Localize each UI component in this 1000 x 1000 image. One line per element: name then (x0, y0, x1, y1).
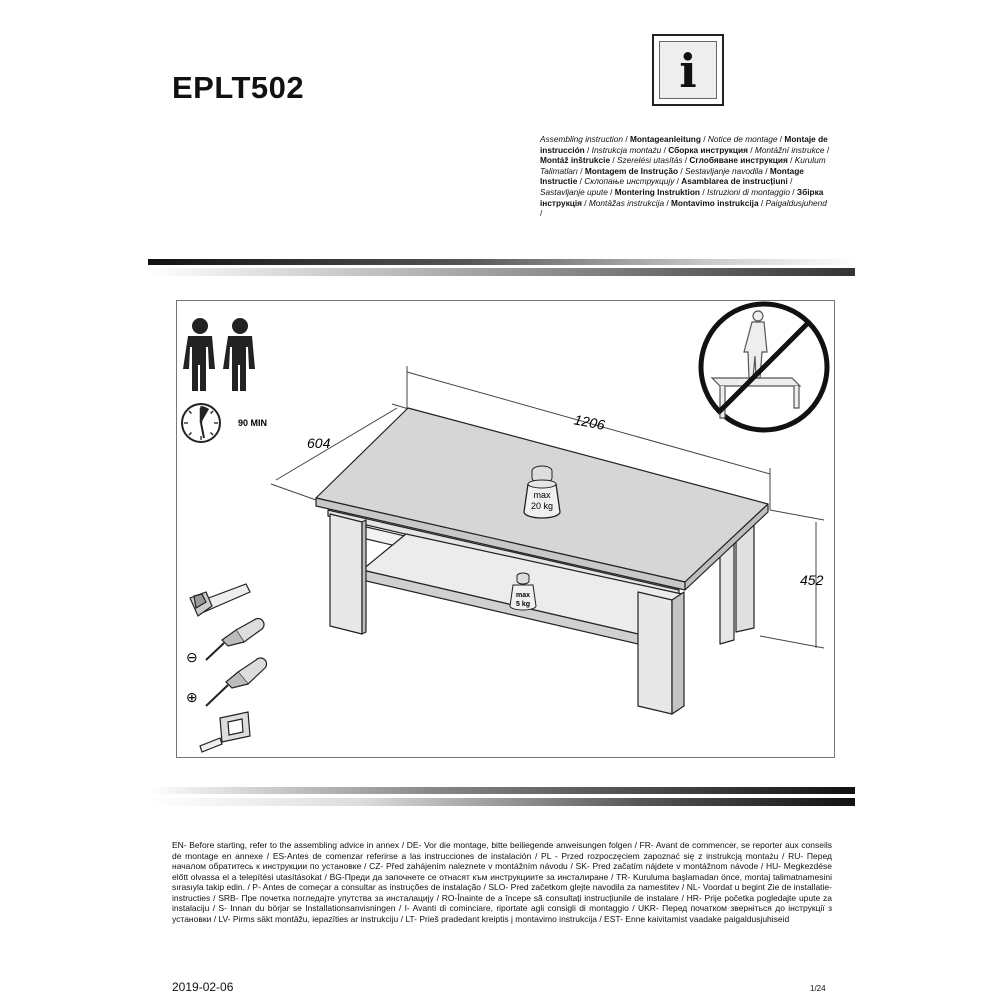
language-title: Сглобяване инструкция (689, 155, 788, 166)
no-standing-on-table-icon (701, 304, 827, 430)
language-separator: / (762, 165, 770, 176)
language-title: Instrukcja montażu (591, 144, 662, 155)
bottom-divider-band-2 (148, 798, 855, 806)
language-title: Notice de montage (707, 134, 778, 144)
language-separator: / (577, 176, 585, 187)
language-title: Sastavljanje upute (540, 186, 608, 197)
language-title: Montagem de Instrução (584, 165, 679, 176)
info-icon-inner (659, 41, 717, 99)
top-divider-band-2 (148, 268, 855, 276)
time-label: 90 MIN (238, 418, 268, 428)
page-number: 1/24 (810, 984, 826, 993)
language-title: Сборка инструкция (668, 144, 748, 155)
language-title: Montážní instrukce (754, 144, 825, 155)
language-title: Montáž inštrukcie (540, 155, 611, 166)
language-separator: / (777, 134, 785, 144)
language-separator: / (581, 197, 589, 208)
language-title: Szerelési utasítás (617, 155, 683, 166)
language-title: Assembling instruction (540, 134, 624, 144)
language-separator: / (674, 176, 682, 187)
two-persons-icon (183, 318, 255, 391)
dimension-depth-label: 604 (307, 435, 331, 451)
bottom-divider-band (148, 787, 855, 794)
language-separator: / (682, 155, 690, 166)
language-title: Istruzioni di montaggio (706, 186, 790, 197)
language-separator: / (540, 208, 543, 219)
dimension-width-label: 1206 (572, 411, 607, 433)
flat-screwdriver-icon (206, 618, 264, 660)
minus-sign: ⊖ (186, 649, 198, 665)
language-title: Paigaldusjuhend (765, 197, 827, 208)
document-date: 2019-02-06 (172, 980, 234, 994)
tape-measure-icon (200, 712, 250, 752)
language-separator: / (661, 144, 669, 155)
language-separator: / (787, 176, 793, 187)
language-separator: / (607, 186, 615, 197)
language-separator: / (700, 186, 707, 197)
language-separator: / (824, 144, 830, 155)
language-separator: / (747, 144, 755, 155)
weight-shelf-line1: max (515, 592, 531, 599)
plus-sign: ⊕ (186, 689, 198, 705)
language-title: Montavimo instrukcija (670, 197, 759, 208)
language-title: Montering Instruktion (614, 186, 701, 197)
weight-top-line1: max (533, 490, 551, 500)
language-separator: / (610, 155, 617, 166)
language-title: Montāžas instrukcija (588, 197, 665, 208)
table-illustration (176, 300, 835, 758)
language-separator: / (584, 144, 592, 155)
language-title: Збірка інструкція (540, 186, 824, 208)
language-title: Montage Instructie (540, 165, 804, 187)
language-title: Kurulum Talimatları (540, 155, 826, 176)
top-divider-band (148, 259, 855, 265)
language-title: Montageanleitung (629, 134, 701, 144)
language-separator: / (664, 197, 671, 208)
language-separator: / (787, 155, 795, 166)
model-title: EPLT502 (172, 70, 305, 105)
language-separator: / (577, 165, 585, 176)
info-glyph: i (679, 44, 697, 98)
language-separator: / (700, 134, 708, 144)
dimension-height-label: 452 (800, 572, 824, 588)
language-separator: / (758, 197, 766, 208)
language-separator: / (678, 165, 685, 176)
language-title: Sestavljanje navodila (684, 165, 763, 176)
weight-shelf-line2: 5 kg (515, 601, 531, 608)
weight-top-line2: 20 kg (530, 501, 554, 511)
phillips-screwdriver-icon (206, 658, 267, 706)
clock-icon (182, 404, 220, 442)
info-i-icon (652, 34, 724, 106)
language-title: Montaje de instrucción (540, 134, 828, 155)
language-separator: / (789, 186, 797, 197)
language-title: Склопање инструкцију (584, 176, 675, 187)
language-separator: / (623, 134, 630, 144)
multilingual-notes: EN- Before starting, refer to the assembling advice in annex / DE- Vor die montage, bitte beiliegende anweisungen folgen / FR- Avant de commencer, se reporter aux conseils de montage en annexe / ES-Antes de comenzar referirse a las instrucciones de instalación / PL - Przed rozpoczęciem zapoznać się z instrukcją montażu / RU- Перед началом обратитесь к инструкции по установке / CZ- Před zahájením naleznete v montážním návodu / SK- Pred začatím nájdete v montážnom návode / HU- Megkezdése előtt olvassa el a telepítési utasításokat / BG-Преди да започнете се отнасят към инструкциите за инсталиране / TR- Kuruluma başlamadan önce, montaj talimatnamesini sırasıyla takip edin. / P- Antes de começar a consultar as instruções de instalação / SLO- Pred začetkom glejte navodila za namestitev / NL- Voordat u begint Zie de installatie-instructies / SRB- Пре почетка погледајте упутства за инсталацију / RO-Înainte de a începe să consultați instrucțiunile de instalare / HR- Prije početka pogledajte upute za instalaciju / S- Innan du börjar se Installationsanvisningen / I- Avanti di cominciare, riportate agli consigli di montaggio / UKR- Перед початком звернiться до iнструкцiї з установки / LV- Pirms sākt montāžu, iepazīties ar instrukciju / LT- Prieš pradedant kreiptis į montavimo instrukcija / EST- Enne kaivitamist vaadake paigaldusjuhiseid (172, 840, 832, 924)
language-title: Asamblarea de instrucțiuni (681, 176, 788, 187)
hammer-icon (190, 584, 250, 616)
language-list (540, 134, 830, 219)
